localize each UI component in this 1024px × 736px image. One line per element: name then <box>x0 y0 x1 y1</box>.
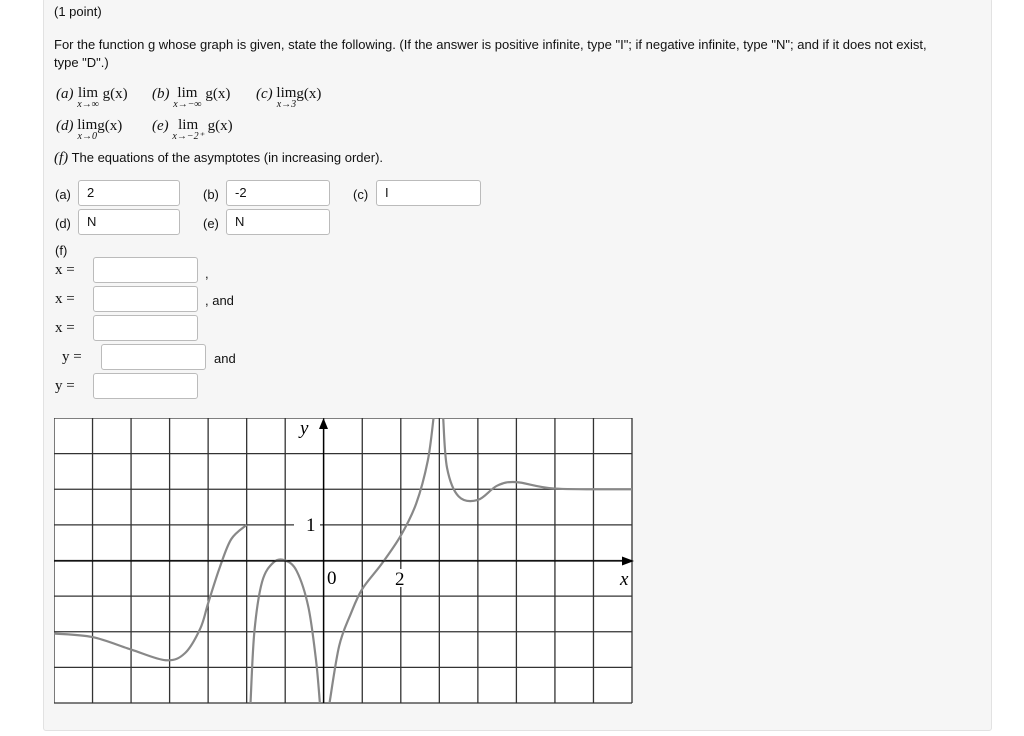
asymptote-2-input[interactable] <box>93 286 198 312</box>
lim: lim <box>276 85 297 101</box>
fn: g(x) <box>296 86 322 102</box>
answer-a-label: (a) <box>55 187 71 202</box>
asymptote-3-input[interactable] <box>93 315 198 341</box>
part-tag: (d) <box>56 118 74 134</box>
part-tag: (b) <box>152 86 170 102</box>
prompt-text: For the function g whose graph is given, state the following. (If the answer is positive infinite, type "I"; if negative infinite, type "N"; and if it does not exist, <box>54 37 927 52</box>
fn: g(x) <box>207 118 233 134</box>
asymptote-2-suffix: , and <box>205 293 234 308</box>
part-tag: (e) <box>152 118 169 134</box>
part-a-limit <box>56 86 128 110</box>
y-axis-label: y <box>300 418 309 439</box>
part-tag: (a) <box>56 86 74 102</box>
lim-sub: x→3 <box>276 99 297 110</box>
lim-sub: x→−2⁺ <box>172 131 204 142</box>
part-tag: (f) <box>54 150 69 166</box>
asymptote-1-input[interactable] <box>93 257 198 283</box>
part-c-limit <box>256 86 321 110</box>
asymptote-5-input[interactable] <box>93 373 198 399</box>
answer-e-label: (e) <box>203 216 219 231</box>
answer-d-label: (d) <box>55 216 71 231</box>
answer-c-label: (c) <box>353 187 369 202</box>
fn: g(x) <box>102 86 128 102</box>
prompt-text-2: type "D".) <box>54 55 109 70</box>
fn: g(x) <box>97 118 123 134</box>
answer-d-input[interactable]: N <box>78 209 180 235</box>
asymptote-4-input[interactable] <box>101 344 206 370</box>
y-tick-label: 1 <box>306 515 316 536</box>
answer-a-input[interactable]: 2 <box>78 180 180 206</box>
lim: lim <box>177 85 198 101</box>
answer-f-label: (f) <box>55 243 68 258</box>
lim-sub: x→−∞ <box>173 99 202 110</box>
origin-label: 0 <box>327 568 337 589</box>
asymptote-5-var: y = <box>55 378 75 394</box>
answer-b-input[interactable]: -2 <box>226 180 330 206</box>
answer-c-input[interactable]: I <box>376 180 481 206</box>
points-label: (1 point) <box>54 4 102 19</box>
part-f-description: The equations of the asymptotes (in increasing order). <box>71 150 384 165</box>
asymptote-2-var: x = <box>55 291 75 307</box>
part-tag: (c) <box>256 86 273 102</box>
lim-sub: x→0 <box>77 131 97 142</box>
answer-b-label: (b) <box>203 187 219 202</box>
part-b-limit <box>152 86 230 110</box>
lim: lim <box>77 117 98 133</box>
part-f-text <box>54 150 383 167</box>
part-e-limit <box>152 118 233 142</box>
fn: g(x) <box>205 86 231 102</box>
asymptote-4-suffix: and <box>214 351 236 366</box>
asymptote-1-suffix: , <box>205 266 209 281</box>
lim: lim <box>178 117 199 133</box>
lim-sub: x→∞ <box>77 99 99 110</box>
asymptote-1-var: x = <box>55 262 75 278</box>
asymptote-3-var: x = <box>55 320 75 336</box>
part-d-limit <box>56 118 122 142</box>
function-graph <box>54 418 634 706</box>
x-tick-label: 2 <box>395 569 405 590</box>
x-axis-label: x <box>620 569 629 590</box>
answer-e-input[interactable]: N <box>226 209 330 235</box>
asymptote-4-var: y = <box>62 349 82 365</box>
lim: lim <box>78 85 99 101</box>
